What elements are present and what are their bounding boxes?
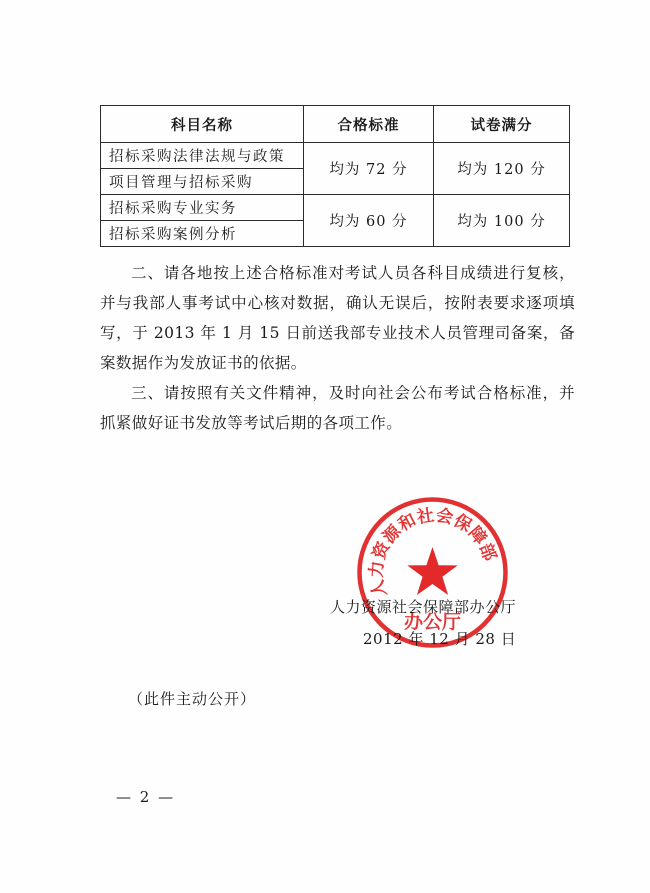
paragraph-publication: 三、请按照有关文件精神，及时向社会公布考试合格标准，并抓紧做好证书发放等考试后期的各项工作。: [100, 384, 575, 432]
table-row: [101, 143, 570, 169]
pass-standard-cell: 均为 60 分: [304, 195, 434, 247]
page-number: — 2 —: [116, 788, 176, 806]
paragraph-verification: 二、请各地按上述合格标准对考试人员各科目成绩进行复核，并与我部人事考试中心核对数据，确认无误后，按附表要求逐项填写，于 2013 年 1 月 15 日前送我部专业技术人员管理司备案，备案数据作为发放证书的依据。: [100, 264, 575, 372]
disclosure-note: （此件主动公开）: [128, 690, 257, 708]
issue-date: 2012 年 12 月 28 日: [363, 630, 517, 648]
table-row: [101, 195, 570, 221]
score-standard-table: [100, 105, 570, 247]
subject-cell: 招标采购案例分析: [101, 221, 304, 247]
issuer-signature: 人力资源社会保障部办公厅: [330, 598, 517, 616]
pass-standard-cell: 均为 72 分: [304, 143, 434, 195]
subject-cell: 招标采购法律法规与政策: [101, 143, 304, 169]
header-subject: 科目名称: [101, 106, 304, 143]
full-score-cell: 均为 120 分: [434, 143, 570, 195]
svg-text:人力资源和社会保障部: 人力资源和社会保障部: [366, 505, 500, 600]
full-score-cell: 均为 100 分: [434, 195, 570, 247]
table-header-row: [101, 106, 570, 143]
seal-star-icon: [407, 547, 457, 595]
subject-cell: 招标采购专业实务: [101, 195, 304, 221]
header-pass-standard: 合格标准: [304, 106, 434, 143]
header-full-score: 试卷满分: [434, 106, 570, 143]
subject-cell: 项目管理与招标采购: [101, 169, 304, 195]
svg-text:办公厅: 办公厅: [403, 611, 462, 633]
official-seal: [355, 495, 510, 650]
